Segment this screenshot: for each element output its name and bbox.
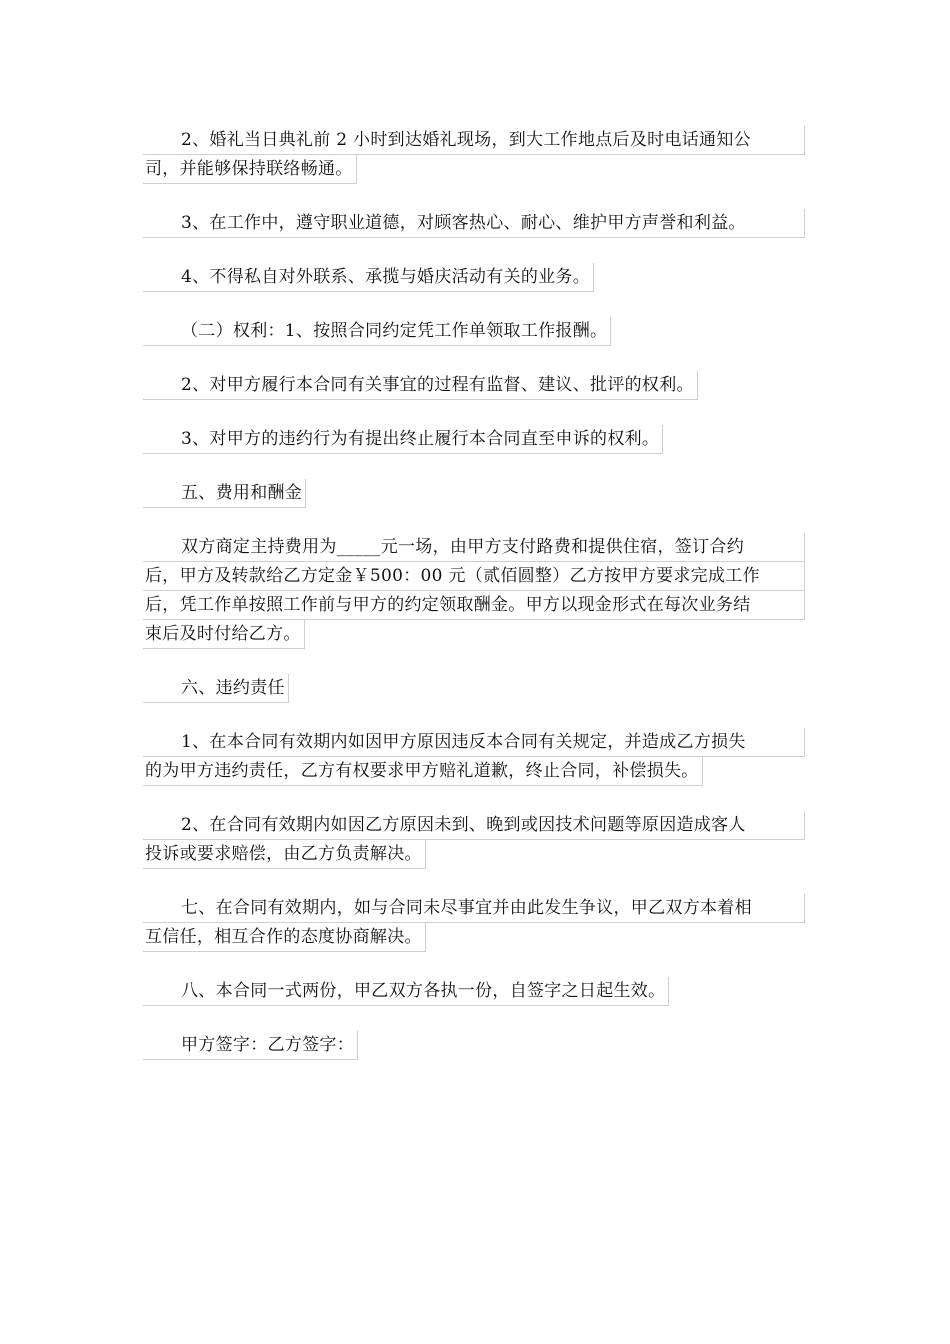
text-line: （二）权利：1、按照合同约定凭工作单领取工作报酬。	[143, 317, 611, 346]
text-line: 2、对甲方履行本合同有关事宜的过程有监督、建议、批评的权利。	[143, 371, 698, 400]
document-body	[143, 126, 805, 1085]
paragraph-fees	[143, 533, 805, 649]
paragraph-duty-3	[143, 209, 805, 238]
section-heading-liability	[143, 674, 805, 703]
signature-line	[143, 1031, 805, 1060]
paragraph-rights-3	[143, 425, 805, 454]
text-line: 甲方签字：乙方签字：	[143, 1031, 358, 1060]
text-line: 七、在合同有效期内，如与合同未尽事宜并由此发生争议，甲乙双方本着相	[143, 894, 805, 923]
paragraph-effective	[143, 977, 805, 1006]
text-line: 后，甲方及转款给乙方定金￥500：00 元（贰佰圆整）乙方按甲方要求完成工作	[143, 562, 805, 591]
text-line: 的为甲方违约责任，乙方有权要求甲方赔礼道歉，终止合同，补偿损失。	[143, 757, 703, 786]
text-line: 束后及时付给乙方。	[143, 620, 305, 649]
text-line: 五、费用和酬金	[143, 479, 306, 508]
text-line: 双方商定主持费用为_____元一场，由甲方支付路费和提供住宿，签订合约	[143, 533, 805, 562]
text-line: 后，凭工作单按照工作前与甲方的约定领取酬金。甲方以现金形式在每次业务结	[143, 591, 805, 620]
text-line: 六、违约责任	[143, 674, 289, 703]
text-line: 司，并能够保持联络畅通。	[143, 155, 357, 184]
text-line: 2、婚礼当日典礼前 2 小时到达婚礼现场，到大工作地点后及时电话通知公	[143, 126, 805, 155]
text-line: 八、本合同一式两份，甲乙双方各执一份，自签字之日起生效。	[143, 977, 669, 1006]
paragraph-duty-2	[143, 126, 805, 184]
text-line: 投诉或要求赔偿，由乙方负责解决。	[143, 840, 426, 869]
text-line: 4、不得私自对外联系、承揽与婚庆活动有关的业务。	[143, 263, 594, 292]
paragraph-liability-1	[143, 728, 805, 786]
section-heading-fees	[143, 479, 805, 508]
text-line: 2、在合同有效期内如因乙方原因未到、晚到或因技术问题等原因造成客人	[143, 811, 805, 840]
paragraph-rights-1	[143, 317, 805, 346]
text-line: 1、在本合同有效期内如因甲方原因违反本合同有关规定，并造成乙方损失	[143, 728, 805, 757]
paragraph-liability-2	[143, 811, 805, 869]
paragraph-duty-4	[143, 263, 805, 292]
paragraph-rights-2	[143, 371, 805, 400]
paragraph-dispute	[143, 894, 805, 952]
text-line: 互信任，相互合作的态度协商解决。	[143, 923, 426, 952]
text-line: 3、在工作中，遵守职业道德，对顾客热心、耐心、维护甲方声誉和利益。	[143, 209, 805, 238]
text-line: 3、对甲方的违约行为有提出终止履行本合同直至申诉的权利。	[143, 425, 663, 454]
